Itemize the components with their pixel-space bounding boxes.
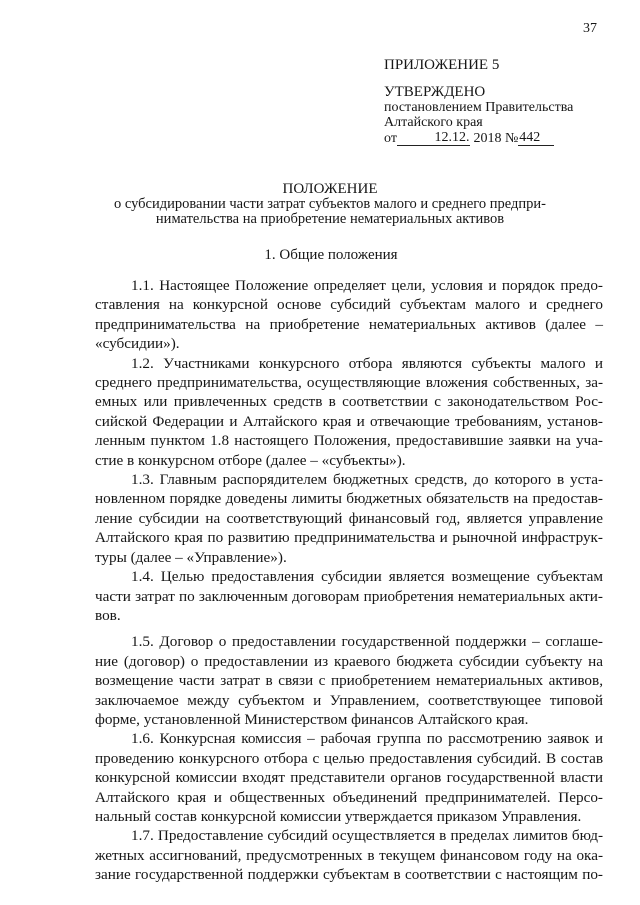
paragraph-line: 1.2. Участниками конкурсного отбора являются субъекты малого и: [131, 354, 603, 372]
date-blank-day: [397, 130, 435, 146]
paragraph-line: 1.1. Настоящее Положение определяет цели, условия и порядок предо-: [131, 277, 603, 294]
approval-number: 442: [518, 130, 554, 146]
paragraph-line: стие в конкурсном отборе (далее – «субъекты»).: [95, 451, 406, 469]
body-text: [95, 276, 603, 885]
paragraph-line: Алтайского края и общественных объединений предпринимателей. Персо-: [95, 788, 603, 806]
paragraph-line: Алтайского края по развитию предпринимательства и рыночной инфраструк-: [95, 529, 603, 547]
paragraph-line: ленным пунктом 1.8 настоящего Положения, предоставившие заявки на уча-: [95, 432, 603, 450]
paragraph-line: форме, установленной Министерством финансов Алтайского края.: [95, 710, 529, 728]
paragraph-line: 1.6. Конкурсная комиссия – рабочая группа по рассмотрению заявок и: [131, 730, 603, 748]
paragraph-line: заключаемое между субъектом и Управлением, соответствующее типовой: [95, 691, 603, 709]
paragraph: [95, 470, 603, 567]
title-main: ПОЛОЖЕНИЕ: [282, 181, 378, 197]
paragraph-line: туры (далее – «Управление»).: [95, 548, 287, 566]
paragraph: [95, 826, 603, 884]
paragraph-line: 1.4. Целью предоставления субсидии является возмещение субъектам: [131, 568, 603, 586]
paragraph-line: конкурсной комиссии входят представители органов государственной власти: [95, 769, 603, 787]
paragraph-line: сийской Федерации и Алтайского края и отвечающие требованиям, установ-: [95, 412, 603, 430]
page-number: 37: [583, 21, 597, 36]
date-prefix: от: [384, 131, 397, 146]
approval-date-line: [384, 130, 634, 146]
title-line-2: нимательства на приобретение нематериальных активов: [155, 211, 505, 227]
paragraph-line: предпринимательства на приобретение нематериальных активов (далее –: [95, 315, 603, 333]
paragraph-line: жетных ассигнований, предусмотренных в текущем финансовом году на ока-: [95, 846, 603, 864]
paragraph: [95, 729, 603, 826]
section-heading: 1. Общие положения: [264, 247, 398, 263]
paragraph: [95, 276, 603, 354]
paragraph-line: 1.3. Главным распорядителем бюджетных средств, до которого в уста-: [131, 471, 603, 489]
approved-by: постановлением Правительства: [384, 100, 574, 115]
appendix-label: ПРИЛОЖЕНИЕ 5: [384, 57, 500, 73]
paragraph-line: среднего предпринимательства, осуществляющие вложения собственных, за-: [95, 374, 603, 392]
approval-date: 12.12.: [434, 130, 470, 145]
paragraph-line: емных или привлеченных средств в соответствии с законодательством Рос-: [95, 393, 603, 411]
paragraph-line: нальный состав конкурсной комиссии утверждается приказом Управления.: [95, 807, 582, 825]
paragraph-line: «субсидии»).: [95, 335, 180, 353]
document-title: [95, 182, 565, 227]
paragraph-line: возмещение части затрат в связи с приобретением нематериальных активов,: [95, 672, 603, 690]
paragraph-line: 1.5. Договор о предоставлении государственной поддержки – соглаше-: [131, 633, 603, 651]
title-line-1: о субсидировании части затрат субъектов малого и среднего предпри-: [114, 196, 546, 212]
paragraph-line: ставления на конкурсной основе субсидий субъектам малого и среднего: [95, 296, 603, 314]
paragraph-line: 1.7. Предоставление субсидий осуществляется в пределах лимитов бюд-: [131, 827, 603, 845]
paragraph: [95, 354, 603, 470]
approved-region: Алтайского края: [384, 115, 483, 130]
paragraph-line: ление субсидии на соответствующий финансовый год, является управление: [95, 509, 603, 527]
number-prefix: №: [504, 131, 519, 146]
paragraph-line: новленном порядке доведены лимиты бюджетных обязательств на предостав-: [95, 490, 603, 508]
paragraph-line: зание государственной поддержки субъектам в соответствии с настоящим по-: [95, 866, 603, 884]
paragraph-line: ние (договор) о предоставлении из краевого бюджета субсидии субъекту на: [95, 652, 603, 670]
approval-block: [384, 58, 634, 146]
approval-year: 2018: [473, 131, 502, 146]
paragraph-line: части затрат по заключенным договорам приобретения нематериальных акти-: [95, 587, 603, 605]
approved-label: УТВЕРЖДЕНО: [384, 84, 486, 100]
paragraph: [95, 567, 603, 625]
paragraph-line: проведению конкурсного отбора с целью предоставления субсидий. В состав: [95, 749, 603, 767]
paragraph: [95, 632, 603, 729]
paragraph-line: вов.: [95, 606, 121, 624]
